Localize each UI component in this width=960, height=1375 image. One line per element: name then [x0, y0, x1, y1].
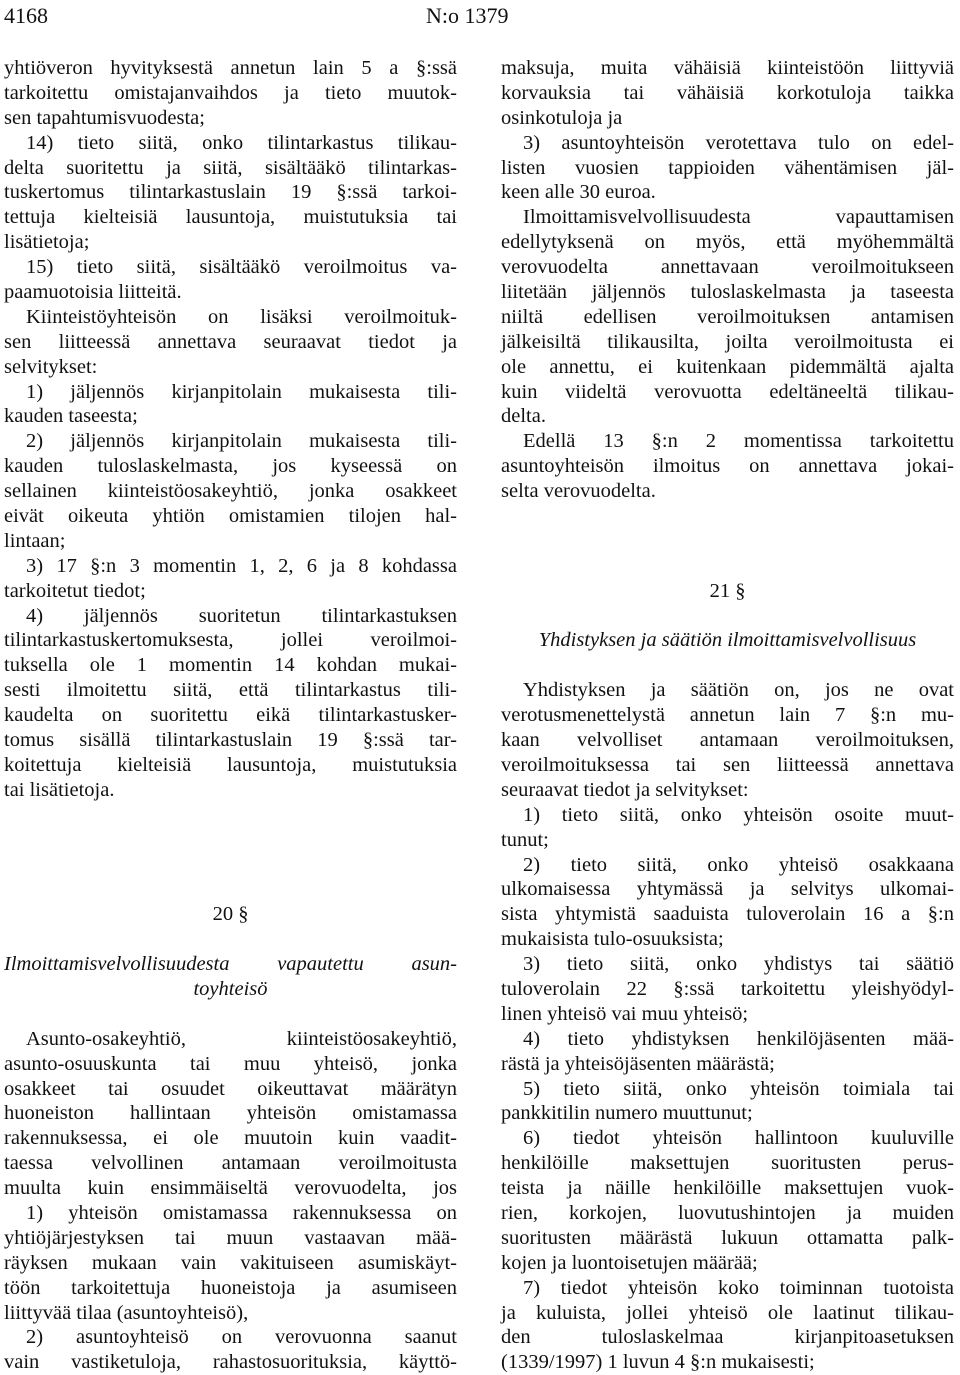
text-line: sen tapahtumisvuodesta;: [4, 106, 205, 129]
text-line: 2) asuntoyhteisö on verovuonna saanut: [26, 1326, 457, 1349]
text-line: lintaan;: [4, 529, 66, 552]
right-column: [501, 56, 954, 1375]
text-line: selta verovuodelta.: [501, 480, 656, 503]
text-line: kauden tuloslaskelmasta, jos kyseessä on: [4, 455, 457, 478]
text-line: teista ja näille henkilöille maksettujen vuok-: [501, 1177, 954, 1200]
text-line: Yhdistyksen ja säätiön on, jos ne ovat: [523, 679, 954, 702]
text-line: liittyvää tilaa (asuntoyhteisö),: [4, 1301, 249, 1324]
text-line: Kiinteistöyhteisön on lisäksi veroilmoituk-: [26, 305, 457, 328]
text-line: rästä ja yhteisöjäsenten määrästä;: [501, 1052, 775, 1075]
text-line: tilintarkastuskertomuksesta, jollei veroilmoi-: [4, 629, 457, 652]
text-line: vain vastiketuloja, rahastosuorituksia, käyttö-: [4, 1351, 457, 1374]
text-line: sesti ilmoitettu siitä, että tilintarkastus tili-: [4, 679, 457, 702]
text-line: kojen ja luontoisetujen määrää;: [501, 1251, 758, 1274]
section-heading: Ilmoittamisvelvollisuudesta vapautettu asun-: [4, 953, 457, 976]
text-line: asunto-osuuskunta tai muu yhteisö, jonka: [4, 1052, 457, 1075]
text-line: pankkitilin numero muuttunut;: [501, 1102, 753, 1125]
text-line: rakennuksessa, ei ole muutoin kuin vaadit-: [4, 1127, 457, 1150]
text-line: 7) tiedot yhteisön koko toiminnan tuotoista: [523, 1276, 954, 1299]
text-line: 15) tieto siitä, sisältääkö veroilmoitus va-: [26, 256, 457, 279]
text-line: asuntoyhteisön ilmoitus on annettava jokai-: [501, 455, 954, 478]
text-line: taessa velvollinen antamaan veroilmoitusta: [4, 1152, 457, 1175]
blank-line: [501, 529, 954, 554]
blank-line: [4, 927, 457, 952]
text-line: lisätietoja;: [4, 231, 90, 254]
text-line: töön tarkoitettuja huoneistoja ja asumiseen: [4, 1276, 457, 1299]
text-line: korvauksia tai vähäisiä korkotuloja taikka: [501, 81, 954, 104]
text-line: tuksella ole 1 momentin 14 kohdan mukai-: [4, 654, 457, 677]
text-line: kaudelta on suoritettu eikä tilintarkastusker-: [4, 704, 457, 727]
section-heading: toyhteisö: [193, 977, 268, 1000]
text-line: yhtiöjärjestyksen tai muun vastaavan mää-: [4, 1226, 457, 1249]
text-line: paamuotoisia liitteitä.: [4, 281, 182, 304]
text-line: tuskertomus tilintarkastuslain 19 §:ssä tarkoi-: [4, 181, 457, 204]
text-line: ja kuluista, jollei yhteisö ole laatinut tilikau-: [501, 1301, 954, 1324]
text-line: jälkeisiltä tilikausilta, joilta veroilmoitusta ei: [501, 330, 954, 353]
text-line: tarkoitetut tiedot;: [4, 579, 146, 602]
text-line: 4) tieto yhdistyksen henkilöjäsenten mää-: [523, 1027, 954, 1050]
text-line: 3) tieto siitä, onko yhdistys tai säätiö: [523, 953, 954, 976]
text-line: tettuja kielteisiä lausuntoja, muistutuksia tai: [4, 206, 457, 229]
issue-number: N:o 1379: [426, 3, 509, 28]
text-line: osakkeet tai osuudet oikeuttavat määrätyn: [4, 1077, 457, 1100]
text-line: 14) tieto siitä, onko tilintarkastus tilikau-: [26, 131, 457, 154]
text-line: listen vuosien tappioiden vähentämisen jäl-: [501, 156, 954, 179]
text-line: veroilmoituksessa tai sen liitteessä annettava: [501, 753, 954, 776]
text-line: suoritusten määrästä lukuun ottamatta palk-: [501, 1226, 954, 1249]
text-line: 3) 17 §:n 3 momentin 1, 2, 6 ja 8 kohdassa: [26, 554, 457, 577]
section-heading: Yhdistyksen ja säätiön ilmoittamisvelvollisuus: [538, 629, 917, 652]
text-line: maksuja, muita vähäisiä kiinteistöön liittyviä: [501, 57, 954, 79]
text-line: eivät oikeuta yhtiön omistamien tilojen hal-: [4, 505, 457, 528]
text-line: ulkomaisessa yhtymässä ja selvitys ulkomai-: [501, 878, 954, 901]
text-line: seuraavat tiedot ja selvitykset:: [501, 778, 749, 801]
text-line: 1) jäljennös kirjanpitolain mukaisesta tili-: [26, 380, 457, 403]
text-line: selvitykset:: [4, 355, 98, 378]
text-line: linen yhteisö vai muu yhteisö;: [501, 1002, 749, 1025]
text-line: sellainen kiinteistöosakeyhtiö, jonka osakkeet: [4, 480, 457, 503]
text-line: tarkoitettu omistajanvaihdos ja tieto muutok-: [4, 81, 457, 104]
text-line: mukaisista tulo-osuuksista;: [501, 928, 724, 951]
text-line: liitetään jäljennös tuloslaskelmasta ja taseesta: [501, 281, 954, 304]
text-line: (1339/1997) 1 luvun 4 §:n mukaisesti;: [501, 1351, 815, 1374]
text-line: Asunto-osakeyhtiö, kiinteistöosakeyhtiö,: [26, 1027, 457, 1050]
text-line: verovuodelta annettavaan veroilmoitukseen: [501, 256, 954, 279]
text-line: tunut;: [501, 828, 549, 851]
text-line: 1) tieto siitä, onko yhteisön osoite muut-: [523, 803, 954, 826]
text-line: delta.: [501, 405, 546, 428]
text-line: 1) yhteisön omistamassa rakennuksessa on: [26, 1201, 457, 1224]
blank-line: [4, 803, 457, 828]
text-line: 6) tiedot yhteisön hallintoon kuuluville: [523, 1127, 954, 1150]
text-line: Ilmoittamisvelvollisuudesta vapauttamisen: [523, 206, 954, 229]
section-number: 20 §: [212, 903, 249, 926]
text-line: huoneiston hallintaan yhteisön omistamassa: [4, 1102, 457, 1125]
text-line: henkilöille maksettujen suoritusten perus-: [501, 1152, 954, 1175]
blank-line: [501, 604, 954, 629]
text-line: niiltä edellisen veroilmoituksen antamisen: [501, 305, 954, 328]
text-line: tuloverolain 22 §:ssä tarkoitettu yleishyödyl-: [501, 977, 954, 1000]
blank-line: [4, 828, 457, 853]
text-line: 3) asuntoyhteisön verotettava tulo on edel-: [523, 131, 954, 154]
text-line: koitettuja kielteisiä lausuntoja, muistutuksia: [4, 753, 457, 776]
text-line: sen liitteessä annettava seuraavat tiedot ja: [4, 330, 457, 353]
text-line: sista yhtymistä saaduista tuloverolain 16 a §:n: [501, 903, 954, 926]
text-line: delta suoritettu ja siitä, sisältääkö tilintarkas-: [4, 156, 457, 179]
text-line: 2) tieto siitä, onko yhteisö osakkaana: [523, 853, 954, 876]
blank-line: [501, 504, 954, 529]
blank-line: [4, 853, 457, 878]
left-column: [4, 56, 457, 1375]
blank-line: [501, 653, 954, 678]
blank-line: [4, 1002, 457, 1027]
text-line: muulta kuin ensimmäiseltä verovuodelta, jos: [4, 1177, 457, 1200]
page-header: [0, 0, 960, 30]
text-line: ole annettu, ei kuitenkaan pidemmältä ajalta: [501, 355, 954, 378]
text-line: den tuloslaskelmaa kirjanpitoasetuksen: [501, 1326, 954, 1349]
blank-line: [4, 877, 457, 902]
text-line: keen alle 30 euroa.: [501, 181, 656, 204]
text-line: yhtiöveron hyvityksestä annetun lain 5 a §:ssä: [4, 57, 457, 79]
page-number: 4168: [4, 3, 48, 28]
text-line: kaan velvolliset antamaan veroilmoituksen,: [501, 729, 954, 752]
text-line: osinkotuloja ja: [501, 106, 623, 129]
text-line: verotusmenettelystä annetun lain 7 §:n mu-: [501, 704, 954, 727]
section-number: 21 §: [709, 579, 746, 602]
text-line: räyksen mukaan vain vakituiseen asumiskäyt-: [4, 1251, 457, 1274]
blank-line: [501, 554, 954, 579]
text-line: 2) jäljennös kirjanpitolain mukaisesta tili-: [26, 430, 457, 453]
text-line: Edellä 13 §:n 2 momentissa tarkoitettu: [523, 430, 954, 453]
text-line: 5) tieto siitä, onko yhteisön toimiala tai: [523, 1077, 954, 1100]
text-line: edellytyksenä on myös, että myöhemmältä: [501, 231, 954, 254]
text-line: tomus sisällä tilintarkastuslain 19 §:ssä tar-: [4, 729, 457, 752]
text-line: 4) jäljennös suoritetun tilintarkastuksen: [26, 604, 457, 627]
text-line: rien, korkojen, luovutushintojen ja muiden: [501, 1201, 954, 1224]
text-line: tai lisätietoja.: [4, 778, 115, 801]
text-line: kuin viideltä verovuotta edeltäneeltä tilikau-: [501, 380, 954, 403]
text-line: kauden taseesta;: [4, 405, 138, 428]
